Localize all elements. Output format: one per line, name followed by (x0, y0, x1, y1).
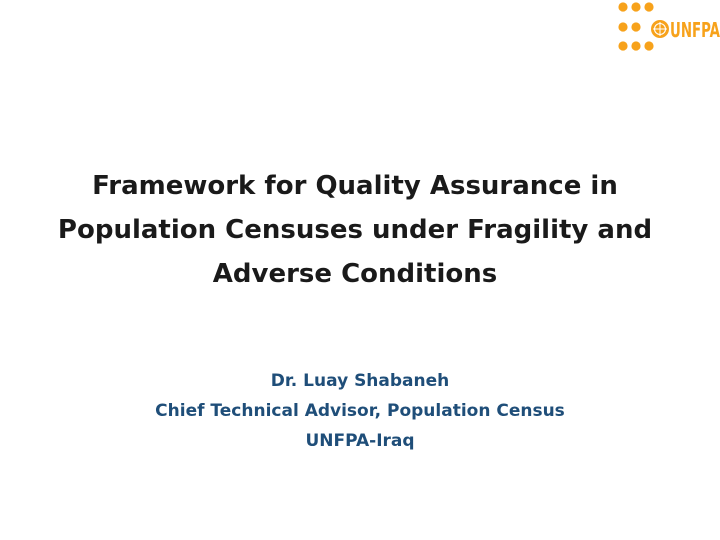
presenter-block (60, 366, 660, 456)
slide-title (30, 164, 680, 296)
title-line-3: Adverse Conditions (212, 259, 498, 289)
un-emblem-icon (651, 20, 669, 38)
logo-dot-grid (618, 2, 653, 50)
presenter-role: Chief Technical Advisor, Population Census (155, 401, 565, 421)
title-line-1: Framework for Quality Assurance in (92, 171, 618, 201)
unfpa-logo-graphic (606, 0, 720, 60)
logo-text: UNFPA (670, 18, 720, 42)
presenter-name: Dr. Luay Shabaneh (270, 371, 450, 391)
presenter-organization: UNFPA-Iraq (305, 431, 415, 451)
title-line-2: Population Censuses under Fragility and (57, 215, 653, 245)
unfpa-logo (606, 0, 720, 60)
